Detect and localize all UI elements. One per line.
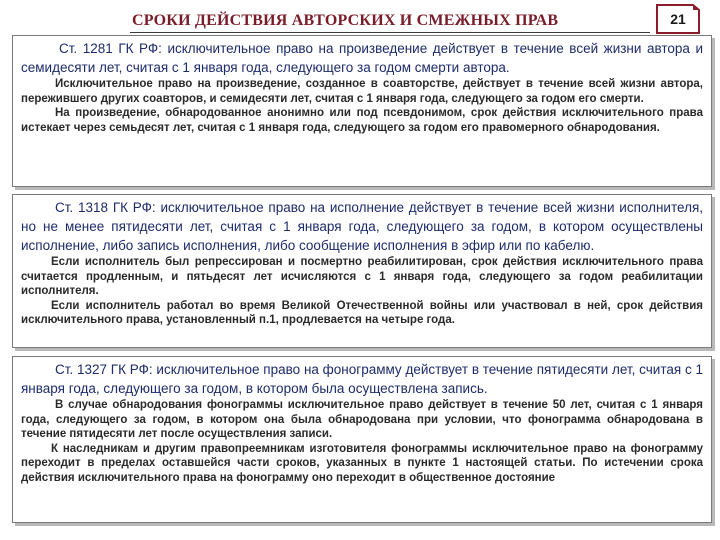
section-note: На произведение, обнародованное анонимно или под псевдонимом, срок действия исключительного права истекает через семьдесят лет, считая с 1 января года, следующего за годом его правомерного обнародования.: [21, 107, 703, 134]
lead-text-before: исключительное право: [161, 41, 319, 56]
article-ref: Ст. 1327 ГК РФ:: [55, 362, 153, 377]
section-phonogram: [12, 356, 712, 523]
section-lead: [21, 39, 703, 77]
lead-text-before: исключительное право: [155, 200, 311, 215]
section-note: Исключительное право на произведение, созданное в соавторстве, действует в течение всей жизни автора, пережившего других соавторов, и семидесяти лет, считая с 1 января года, следующего за годом его смерти.: [21, 78, 703, 105]
page-number-badge: [654, 4, 702, 34]
rights-object: на фонограмму: [303, 362, 402, 377]
article-ref: Ст. 1318 ГК РФ:: [55, 200, 156, 215]
section-lead: [21, 198, 703, 255]
section-note: Если исполнитель работал во время Великой Отечественной войны или участвовал в ней, срок действия исключительного права, установленный п.1, продлевается на четыре года.: [21, 299, 703, 327]
section-note: К наследникам и другим правопреемникам изготовителя фонограммы исключительное право на фонограмму переходит в пределах оставшейся части сроков, указанных в пункте 1 настоящей статьи. По истечении срока действия исключительного права на фонограмму оно переходит в общественное достояние: [21, 442, 703, 484]
lead-text-after: действует в течение всей жизни автора и семидесяти лет, считая с 1 января года, следующего за годом смерти автора.: [21, 41, 703, 75]
section-note: В случае обнародования фонограммы исключительное право действует в течение 50 лет, считая с 1 января года, следующего за годом, в котором она была обнародована при условии, что фонограмма обнародована в течение пятидесяти лет после осуществления записи.: [21, 399, 703, 441]
section-performance: [12, 194, 712, 348]
lead-text-after: действует в течение пятидесяти лет, считая с 1 января года, следующего за годом, в котором была осуществлена запись.: [21, 362, 703, 396]
lead-text-before: исключительное право: [152, 362, 304, 377]
section-lead: [21, 360, 703, 398]
article-ref: Ст. 1281 ГК РФ:: [59, 41, 162, 56]
rights-object: на произведение: [318, 41, 428, 56]
section-works: [12, 35, 712, 187]
title-underline: [130, 32, 650, 33]
page-number: 21: [670, 11, 686, 27]
section-note: Если исполнитель был репрессирован и посмертно реабилитирован, срок действия исключительного права считается продленным, и пятьдесят лет исчисляются с 1 января года, следующего за годом реабилитации исполнителя.: [21, 256, 703, 298]
lead-text-after: действует в течение всей жизни исполнителя, но не менее пятидесяти лет, считая с 1 января года, следующего за годом, в котором осуществлены исполнение, либо запись исполнения, либо сообщение исполнения в эфир или по кабелю.: [21, 200, 704, 253]
page-title: СРОКИ ДЕЙСТВИЯ АВТОРСКИХ И СМЕЖНЫХ ПРАВ: [132, 12, 559, 29]
rights-object: на исполнение: [310, 200, 404, 215]
